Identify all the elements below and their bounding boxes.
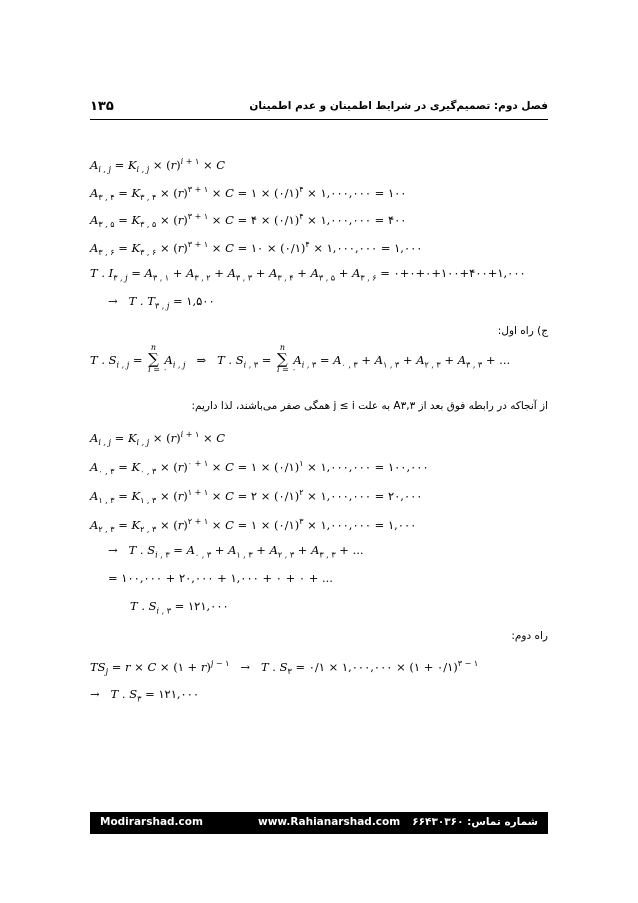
equation-a03: $A_{۰ , ۳} = K_{۰ , ۳} \times (r)^{۰ + ۱} \times C$ = ۱ × (۰/۱)$^۱$ × ۱,۰۰۰,۰۰۰ = ۱۰۰,۰۰۰ <box>90 459 429 477</box>
chapter-title: فصل دوم: تصمیم‌گیری در شرایط اطمینان و عدم اطمینان <box>249 100 548 112</box>
equation-ts-result: T . $S_{i , ۳}$ = ۱۲۱,۰۰۰ <box>130 599 229 616</box>
equation-general: $A_{i , j} = K_{i , j} \times (r)^{i + ۱} \times C$ <box>90 157 226 175</box>
equation-ts-expand: → T . $S_{i , ۳} = A_{۰ , ۳} + A_{۱ , ۳} + A_{۲ , ۳} + A_{۳ , ۳}$ + ... <box>108 543 364 560</box>
equation-a36: $A_{۳ , ۶} = K_{۳ , ۶} \times (r)^{۳ + ۱} \times C$ = ۱۰ × (۰/۱)$^۴$ × ۱,۰۰۰,۰۰۰ = ۱,۰۰۰ <box>90 240 423 258</box>
equation-general-2: $A_{i , j} = K_{i , j} \times (r)^{i + ۱} \times C$ <box>90 430 226 448</box>
equation-total-ti: T . $I_{۳ , j} = A_{۳ , ۱} + A_{۳ , ۲} + A_{۳ , ۳} + A_{۳ , ۴} + A_{۳ , ۵} + A_{۳ , ۶}$ = ۰+۰+۰+۱۰۰+۴۰۰+۱,۰۰۰ <box>90 266 526 283</box>
explanation-note: از آنجاکه در رابطه فوق بعد از A۳,۳ به علت j ≤ i همگی صفر می‌باشند، لذا داریم: <box>191 400 548 412</box>
part-c-label: ج) راه اول: <box>497 325 548 337</box>
equation-a35: $A_{۳ , ۵} = K_{۳ , ۵} \times (r)^{۳ + ۱} \times C$ = ۴ × (۰/۱)$^۴$ × ۱,۰۰۰,۰۰۰ = ۴۰۰ <box>90 212 407 230</box>
part-2-label: راه دوم: <box>511 630 548 642</box>
equation-sum: T . $S_{i , j}$ = n ∑ i = ۰ $A_{i , j}$ ⇒ T . $S_{i , ۳}$ = n ∑ i = ۰ $A_{i , ۳} = A_{۰ , ۳} + A_{۱ , ۳} + A_{۲ , ۳} + A_{۳ , ۳}$ + ... <box>90 343 511 374</box>
equation-result-tt: → T . $T_{۳ , j}$ = ۱,۵۰۰ <box>108 294 215 311</box>
page-number: ۱۳۵ <box>90 99 114 114</box>
equation-a23: $A_{۲ , ۳} = K_{۲ , ۳} \times (r)^{۲ + ۱} \times C$ = ۱ × (۰/۱)$^۳$ × ۱,۰۰۰,۰۰۰ = ۱,۰۰۰ <box>90 517 417 535</box>
equation-a34: $A_{۳ , ۴} = K_{۳ , ۴} \times (r)^{۳ + ۱} \times C$ = ۱ × (۰/۱)$^۴$ × ۱,۰۰۰,۰۰۰ = ۱۰۰ <box>90 185 407 203</box>
footer-phone: شماره تماس: ۶۶۴۳۰۳۶۰ <box>412 816 538 828</box>
equation-ts-formula: $TS_j = r \times C$ × (۱ + r)$^{j - ۱}$ → T . $S_۳$ = ۰/۱ × ۱,۰۰۰,۰۰۰ × (۱ + ۰/۱)$^{۳ - ۱}$ <box>90 659 479 677</box>
footer-site-rahianarshad[interactable]: www.Rahianarshad.com <box>258 816 401 828</box>
footer-site-modirarshad[interactable]: Modirarshad.com <box>100 816 203 828</box>
page-header <box>90 99 548 120</box>
page-footer <box>90 812 548 834</box>
equation-ts-values: = ۱۰۰,۰۰۰ + ۲۰,۰۰۰ + ۱,۰۰۰ + ۰ + ۰ + ... <box>108 571 333 585</box>
equation-a13: $A_{۱ , ۳} = K_{۱ , ۳} \times (r)^{۱ + ۱} \times C$ = ۲ × (۰/۱)$^۲$ × ۱,۰۰۰,۰۰۰ = ۲۰,۰۰۰ <box>90 488 423 506</box>
equation-final: → T . $S_۳$ = ۱۲۱,۰۰۰ <box>90 687 200 704</box>
